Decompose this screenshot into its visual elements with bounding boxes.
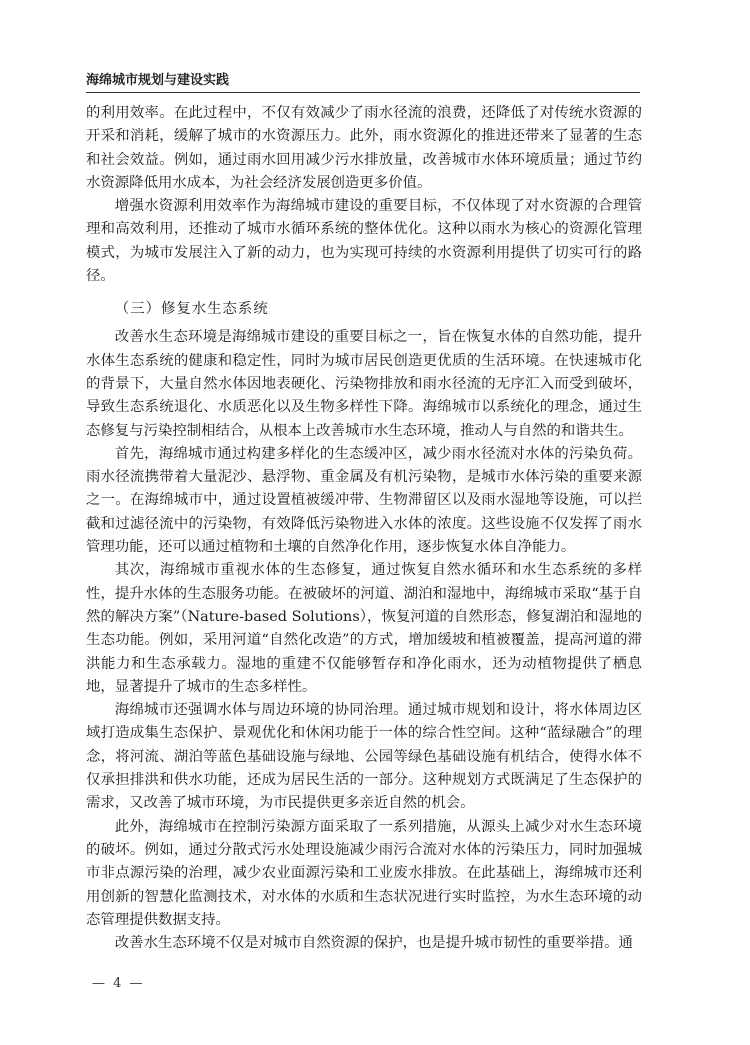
- page-number: — 4 —: [92, 976, 145, 991]
- body-text: [86, 102, 642, 955]
- running-header-title: 海绵城市规划与建设实践: [86, 73, 230, 88]
- paragraph-continued: 的利用效率。在此过程中，不仅有效减少了雨水径流的浪费，还降低了对传统水资源的开采和消耗，缓解了城市的水资源压力。此外，雨水资源化的推进还带来了显著的生态和社会效益。例如，通过雨水回用减少污水排放量，改善城市水体环境质量；通过节约水资源降低用水成本，为社会经济发展创造更多价值。: [86, 105, 642, 191]
- paragraph: 海绵城市还强调水体与周边环境的协同治理。通过城市规划和设计，将水体周边区域打造成集生态保护、景观优化和休闲功能于一体的综合性空间。这种“蓝绿融合”的理念，将河流、湖泊等蓝色基础设施与绿地、公园等绿色基础设施有机结合，使得水体不仅承担排洪和供水功能，还成为居民生活的一部分。这种规划方式既满足了生态保护的需求，又改善了城市环境，为市民提供更多亲近自然的机会。: [86, 702, 642, 812]
- running-header: [86, 72, 640, 93]
- paragraph: 其次，海绵城市重视水体的生态修复，通过恢复自然水循环和水生态系统的多样性，提升水体的生态服务功能。在被破坏的河道、湖泊和湿地中，海绵城市采取“基于自然的解决方案”（Nature-based Solutions），恢复河道的自然形态，修复湖泊和湿地的生态功能。例如，采用河道“自然化改造”的方式，增加缓坡和植被覆盖，提高河道的滞洪能力和生态承载力。湿地的重建不仅能够暂存和净化雨水，还为动植物提供了栖息地，显著提升了城市的生态多样性。: [86, 562, 642, 695]
- paragraph: 此外，海绵城市在控制污染源方面采取了一系列措施，从源头上减少对水生态环境的破坏。例如，通过分散式污水处理设施减少雨污合流对水体的污染压力，同时加强城市非点源污染的治理，减少农业面源污染和工业废水排放。在此基础上，海绵城市还利用创新的智慧化监测技术，对水体的水质和生态状况进行实时监控，为水生态环境的动态管理提供数据支持。: [86, 818, 642, 928]
- section-heading: （三）修复水生态系统: [114, 301, 269, 318]
- paragraph: 改善水生态环境不仅是对城市自然资源的保护，也是提升城市韧性的重要举措。通: [114, 935, 633, 952]
- paragraph: 增强水资源利用效率作为海绵城市建设的重要目标，不仅体现了对水资源的合理管理和高效利用，还推动了城市水循环系统的整体优化。这种以雨水为核心的资源化管理模式，为城市发展注入了新的动力，也为实现可持续的水资源利用提供了切实可行的路径。: [86, 198, 642, 285]
- paragraph: 改善水生态环境是海绵城市建设的重要目标之一，旨在恢复水体的自然功能，提升水体生态系统的健康和稳定性，同时为城市居民创造更优质的生活环境。在快速城市化的背景下，大量自然水体因地表硬化、污染物排放和雨水径流的无序汇入而受到破坏，导致生态系统退化、水质恶化以及生物多样性下降。海绵城市以系统化的理念，通过生态修复与污染控制相结合，从根本上改善城市水生态环境，推动人与自然的和谐共生。: [86, 329, 642, 439]
- paragraph: 首先，海绵城市通过构建多样化的生态缓冲区，减少雨水径流对水体的污染负荷。雨水径流携带着大量泥沙、悬浮物、重金属及有机污染物，是城市水体污染的重要来源之一。在海绵城市中，通过设置植被缓冲带、生物滞留区以及雨水湿地等设施，可以拦截和过滤径流中的污染物，有效降低污染物进入水体的浓度。这些设施不仅发挥了雨水管理功能，还可以通过植物和土壤的自然净化作用，逐步恢复水体自净能力。: [86, 445, 642, 556]
